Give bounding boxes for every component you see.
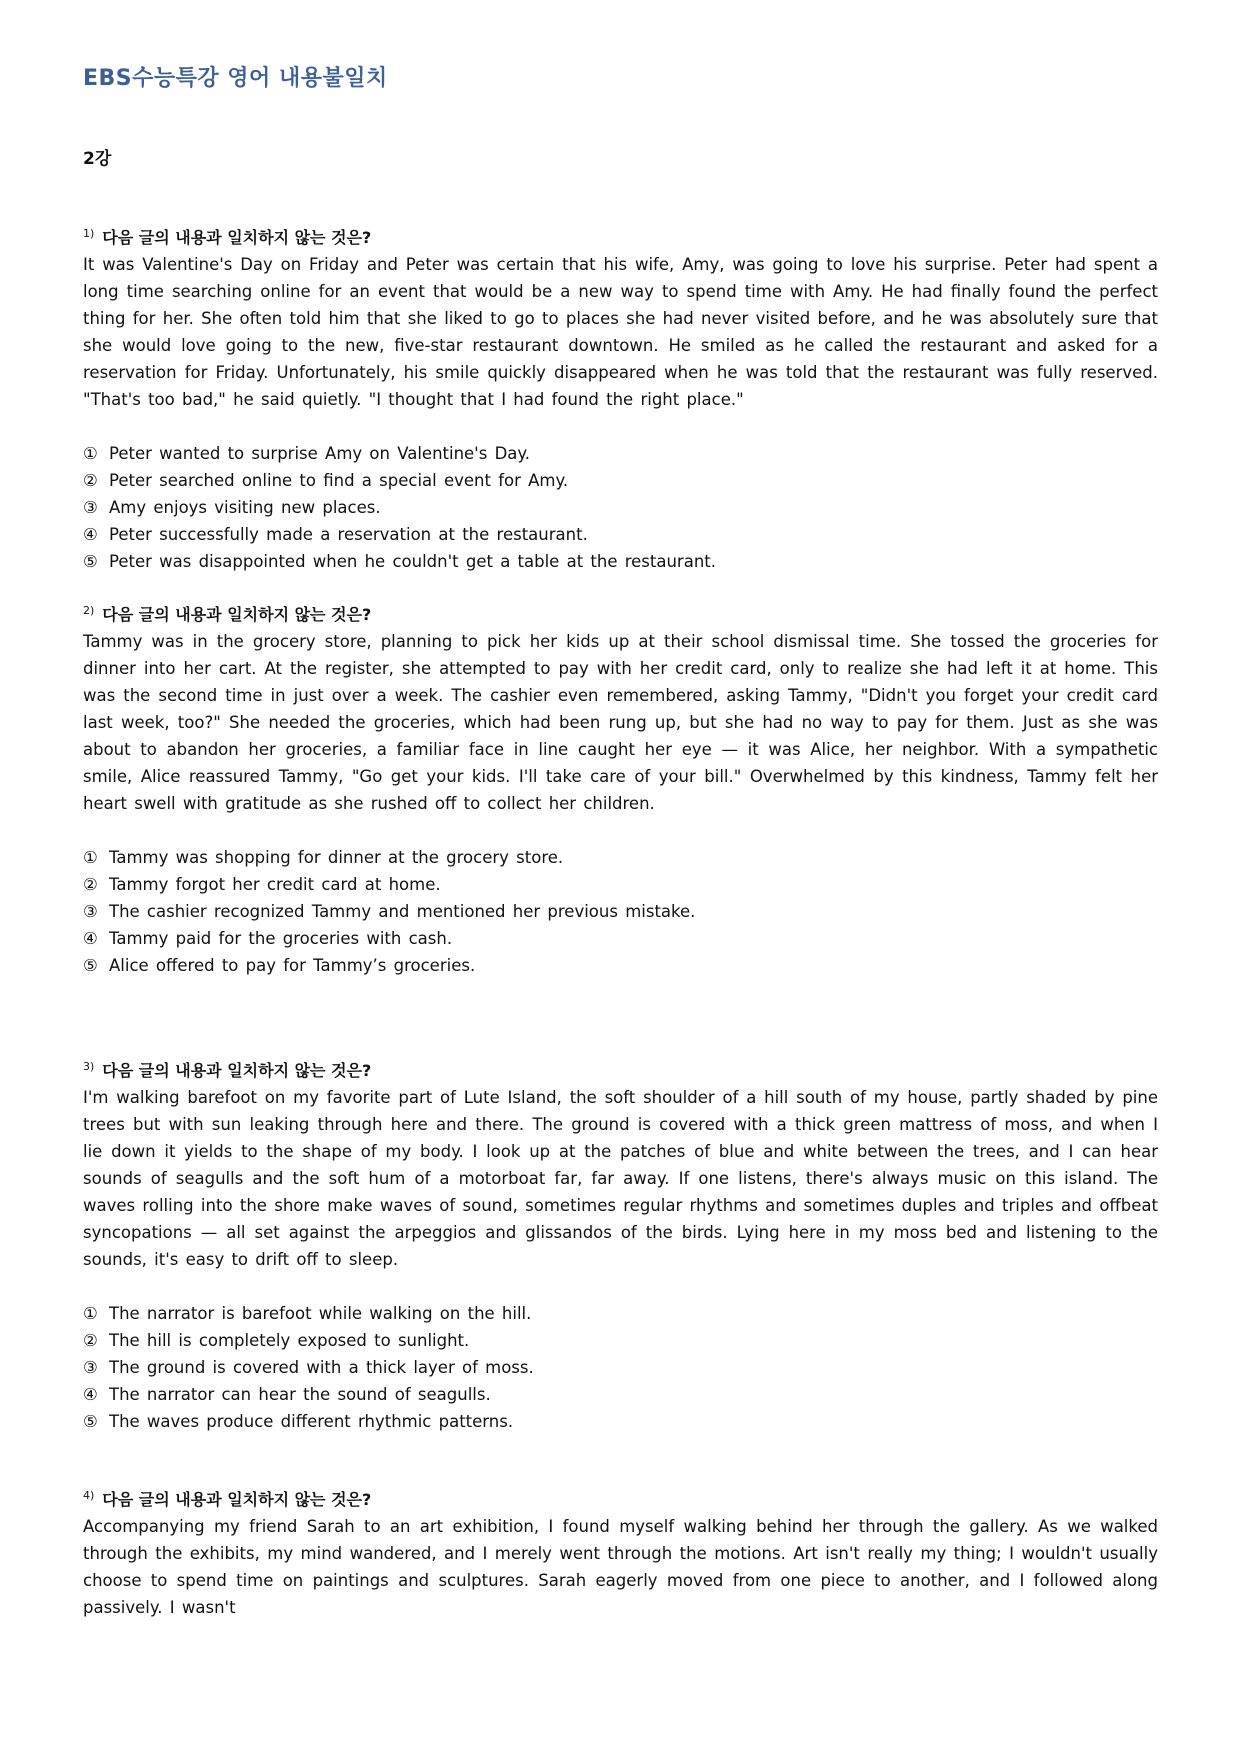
option-marker: ⑤ <box>83 1412 98 1431</box>
option-text: Alice offered to pay for Tammy’s groceries. <box>109 956 476 975</box>
question-2 <box>83 601 1158 979</box>
answer-option <box>83 548 1158 575</box>
document-title: EBS수능특강 영어 내용불일치 <box>83 66 388 91</box>
question-prompt: 다음 글의 내용과 일치하지 않는 것은? <box>102 228 372 247</box>
question-3 <box>83 1057 1158 1435</box>
option-marker: ⑤ <box>83 552 98 571</box>
answer-option <box>83 952 1158 979</box>
question-prompt: 다음 글의 내용과 일치하지 않는 것은? <box>102 1490 372 1509</box>
question-prompt: 다음 글의 내용과 일치하지 않는 것은? <box>102 1061 372 1080</box>
answer-option <box>83 1300 1158 1327</box>
answer-option <box>83 1381 1158 1408</box>
question-1 <box>83 224 1158 575</box>
option-marker: ③ <box>83 498 98 517</box>
option-text: Tammy paid for the groceries with cash. <box>109 929 453 948</box>
question-number: 4) <box>83 1488 95 1502</box>
option-text: Peter was disappointed when he couldn't get a table at the restaurant. <box>109 552 717 571</box>
answer-option <box>83 844 1158 871</box>
answer-option <box>83 1354 1158 1381</box>
answer-option <box>83 871 1158 898</box>
answer-option <box>83 898 1158 925</box>
answer-options <box>83 844 1158 979</box>
answer-options <box>83 1300 1158 1435</box>
option-text: Peter wanted to surprise Amy on Valentine's Day. <box>109 444 531 463</box>
option-text: The hill is completely exposed to sunlight. <box>109 1331 470 1350</box>
answer-option <box>83 1408 1158 1435</box>
option-marker: ① <box>83 444 98 463</box>
option-marker: ④ <box>83 929 98 948</box>
option-marker: ② <box>83 1331 98 1350</box>
option-text: Tammy forgot her credit card at home. <box>109 875 441 894</box>
answer-option <box>83 1327 1158 1354</box>
option-text: The waves produce different rhythmic patterns. <box>109 1412 514 1431</box>
lesson-label: 2강 <box>83 149 112 169</box>
question-passage: I'm walking barefoot on my favorite part of Lute Island, the soft shoulder of a hill south of my house, partly shaded by pine trees but with sun leaking through here and there. The ground is covered with a thick green mattress of moss, and when I lie down it yields to the shape of my body. I look up at the patches of blue and white between the trees, and I can hear sounds of seagulls and the soft hum of a motorboat far, far away. If one listens, there's always music on this island. The waves rolling into the shore make waves of sound, sometimes regular rhythms and sometimes duples and triples and offbeat syncopations — all set against the arpeggios and glissandos of the birds. Lying here in my moss bed and listening to the sounds, it's easy to drift off to sleep. <box>83 1088 1158 1269</box>
option-text: The narrator can hear the sound of seagulls. <box>109 1385 491 1404</box>
question-heading <box>83 1057 1158 1084</box>
question-number: 3) <box>83 1059 95 1073</box>
option-marker: ③ <box>83 1358 98 1377</box>
option-marker: ② <box>83 471 98 490</box>
option-text: Amy enjoys visiting new places. <box>109 498 381 517</box>
question-heading <box>83 601 1158 628</box>
question-4 <box>83 1486 1158 1621</box>
question-heading <box>83 1486 1158 1513</box>
question-number: 2) <box>83 603 95 617</box>
question-passage: Tammy was in the grocery store, planning to pick her kids up at their school dismissal time. She tossed the groceries for dinner into her cart. At the register, she attempted to pay with her credit card, only to realize she had left it at home. This was the second time in just over a week. The cashier even remembered, asking Tammy, "Didn't you forget your credit card last week, too?" She needed the groceries, which had been rung up, but she had no way to pay for them. Just as she was about to abandon her groceries, a familiar face in line caught her eye — it was Alice, her neighbor. With a sympathetic smile, Alice reassured Tammy, "Go get your kids. I'll take care of your bill." Overwhelmed by this kindness, Tammy felt her heart swell with gratitude as she rushed off to collect her children. <box>83 632 1158 813</box>
question-number: 1) <box>83 226 95 240</box>
answer-option <box>83 925 1158 952</box>
option-text: Tammy was shopping for dinner at the grocery store. <box>109 848 564 867</box>
option-text: The ground is covered with a thick layer of moss. <box>109 1358 534 1377</box>
option-marker: ② <box>83 875 98 894</box>
option-marker: ① <box>83 848 98 867</box>
answer-option <box>83 494 1158 521</box>
answer-option <box>83 467 1158 494</box>
option-marker: ③ <box>83 902 98 921</box>
option-marker: ④ <box>83 525 98 544</box>
option-text: Peter searched online to find a special event for Amy. <box>109 471 569 490</box>
question-prompt: 다음 글의 내용과 일치하지 않는 것은? <box>102 605 372 624</box>
question-passage: Accompanying my friend Sarah to an art exhibition, I found myself walking behind her through the gallery. As we walked through the exhibits, my mind wandered, and I merely went through the motions. Art isn't really my thing; I wouldn't usually choose to spend time on paintings and sculptures. Sarah eagerly moved from one piece to another, and I followed along passively. I wasn't <box>83 1517 1158 1617</box>
option-marker: ④ <box>83 1385 98 1404</box>
option-text: The cashier recognized Tammy and mentioned her previous mistake. <box>109 902 696 921</box>
option-text: Peter successfully made a reservation at the restaurant. <box>109 525 588 544</box>
question-passage: It was Valentine's Day on Friday and Peter was certain that his wife, Amy, was going to love his surprise. Peter had spent a long time searching online for an event that would be a new way to spend time with Amy. He had finally found the perfect thing for her. She often told him that she liked to go to places she had never visited before, and he was absolutely sure that she would love going to the new, five-star restaurant downtown. He smiled as he called the restaurant and asked for a reservation for Friday. Unfortunately, his smile quickly disappeared when he was told that the restaurant was fully reserved. "That's too bad," he said quietly. "I thought that I had found the right place." <box>83 255 1158 409</box>
option-marker: ① <box>83 1304 98 1323</box>
option-text: The narrator is barefoot while walking on the hill. <box>109 1304 532 1323</box>
question-heading <box>83 224 1158 251</box>
answer-option <box>83 521 1158 548</box>
answer-option <box>83 440 1158 467</box>
option-marker: ⑤ <box>83 956 98 975</box>
answer-options <box>83 440 1158 575</box>
